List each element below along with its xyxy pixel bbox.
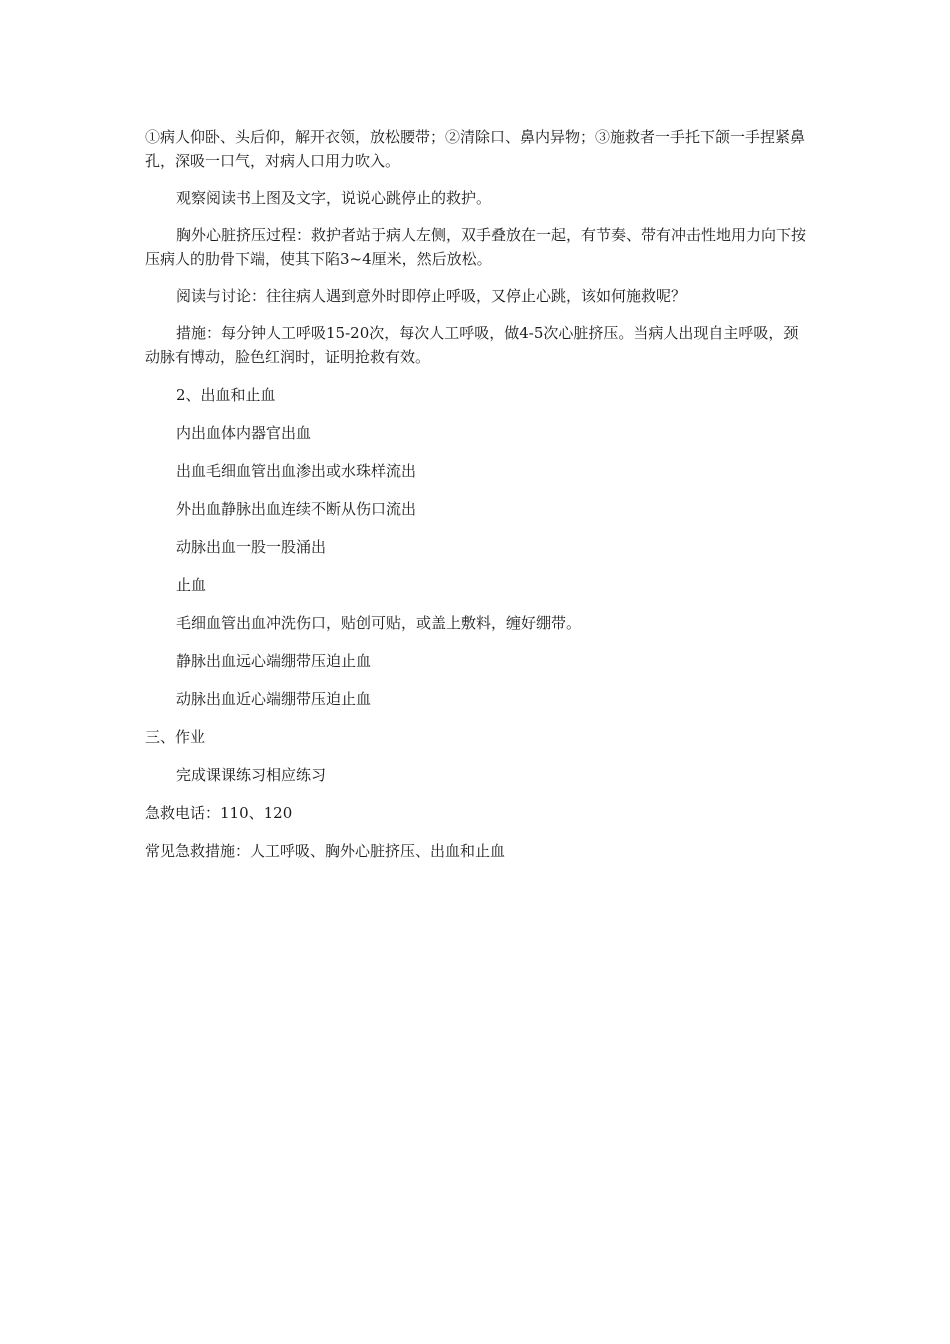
paragraph-capillary-bleeding: 出血毛细血管出血渗出或水珠样流出	[176, 462, 417, 480]
paragraph-venous-bleeding: 外出血静脉出血连续不断从伤口流出	[176, 500, 417, 518]
heading-bleeding: 2、出血和止血	[176, 386, 276, 404]
heading-stop-bleeding: 止血	[176, 576, 207, 594]
paragraph-observe-reading: 观察阅读书上图及文字，说说心跳停止的救护。	[176, 189, 492, 207]
paragraph-arterial-bleeding: 动脉出血一股一股涌出	[176, 538, 327, 556]
paragraph-common-measures: 常见急救措施：人工呼吸、胸外心脏挤压、出血和止血	[145, 842, 506, 860]
paragraph-arterial-treatment: 动脉出血近心端绷带压迫止血	[176, 690, 372, 708]
heading-homework: 三、作业	[145, 728, 206, 746]
document-body	[145, 125, 810, 863]
paragraph-measures: 措施：每分钟人工呼吸15-20次，每次人工呼吸，做4-5次心脏挤压。当病人出现自主呼吸，颈动脉有博动，脸色红润时，证明抢救有效。	[145, 324, 799, 366]
paragraph-venous-treatment: 静脉出血远心端绷带压迫止血	[176, 652, 372, 670]
paragraph-artificial-respiration-steps: ①病人仰卧、头后仰，解开衣领，放松腰带；②清除口、鼻内异物；③施救者一手托下颌一手捏紧鼻孔，深吸一口气，对病人口用力吹入。	[145, 128, 806, 170]
paragraph-discussion: 阅读与讨论：往往病人遇到意外时即停止呼吸，又停止心跳，该如何施救呢？	[176, 287, 687, 305]
paragraph-homework: 完成课课练习相应练习	[176, 766, 327, 784]
paragraph-emergency-numbers: 急救电话：110、120	[145, 804, 293, 822]
paragraph-capillary-treatment: 毛细血管出血冲洗伤口，贴创可贴，或盖上敷料，缠好绷带。	[176, 614, 582, 632]
paragraph-internal-bleeding: 内出血体内器官出血	[176, 424, 312, 442]
paragraph-chest-compression: 胸外心脏挤压过程：救护者站于病人左侧，双手叠放在一起，有节奏、带有冲击性地用力向下按压病人的肋骨下端，使其下陷3~4厘米，然后放松。	[145, 226, 807, 268]
